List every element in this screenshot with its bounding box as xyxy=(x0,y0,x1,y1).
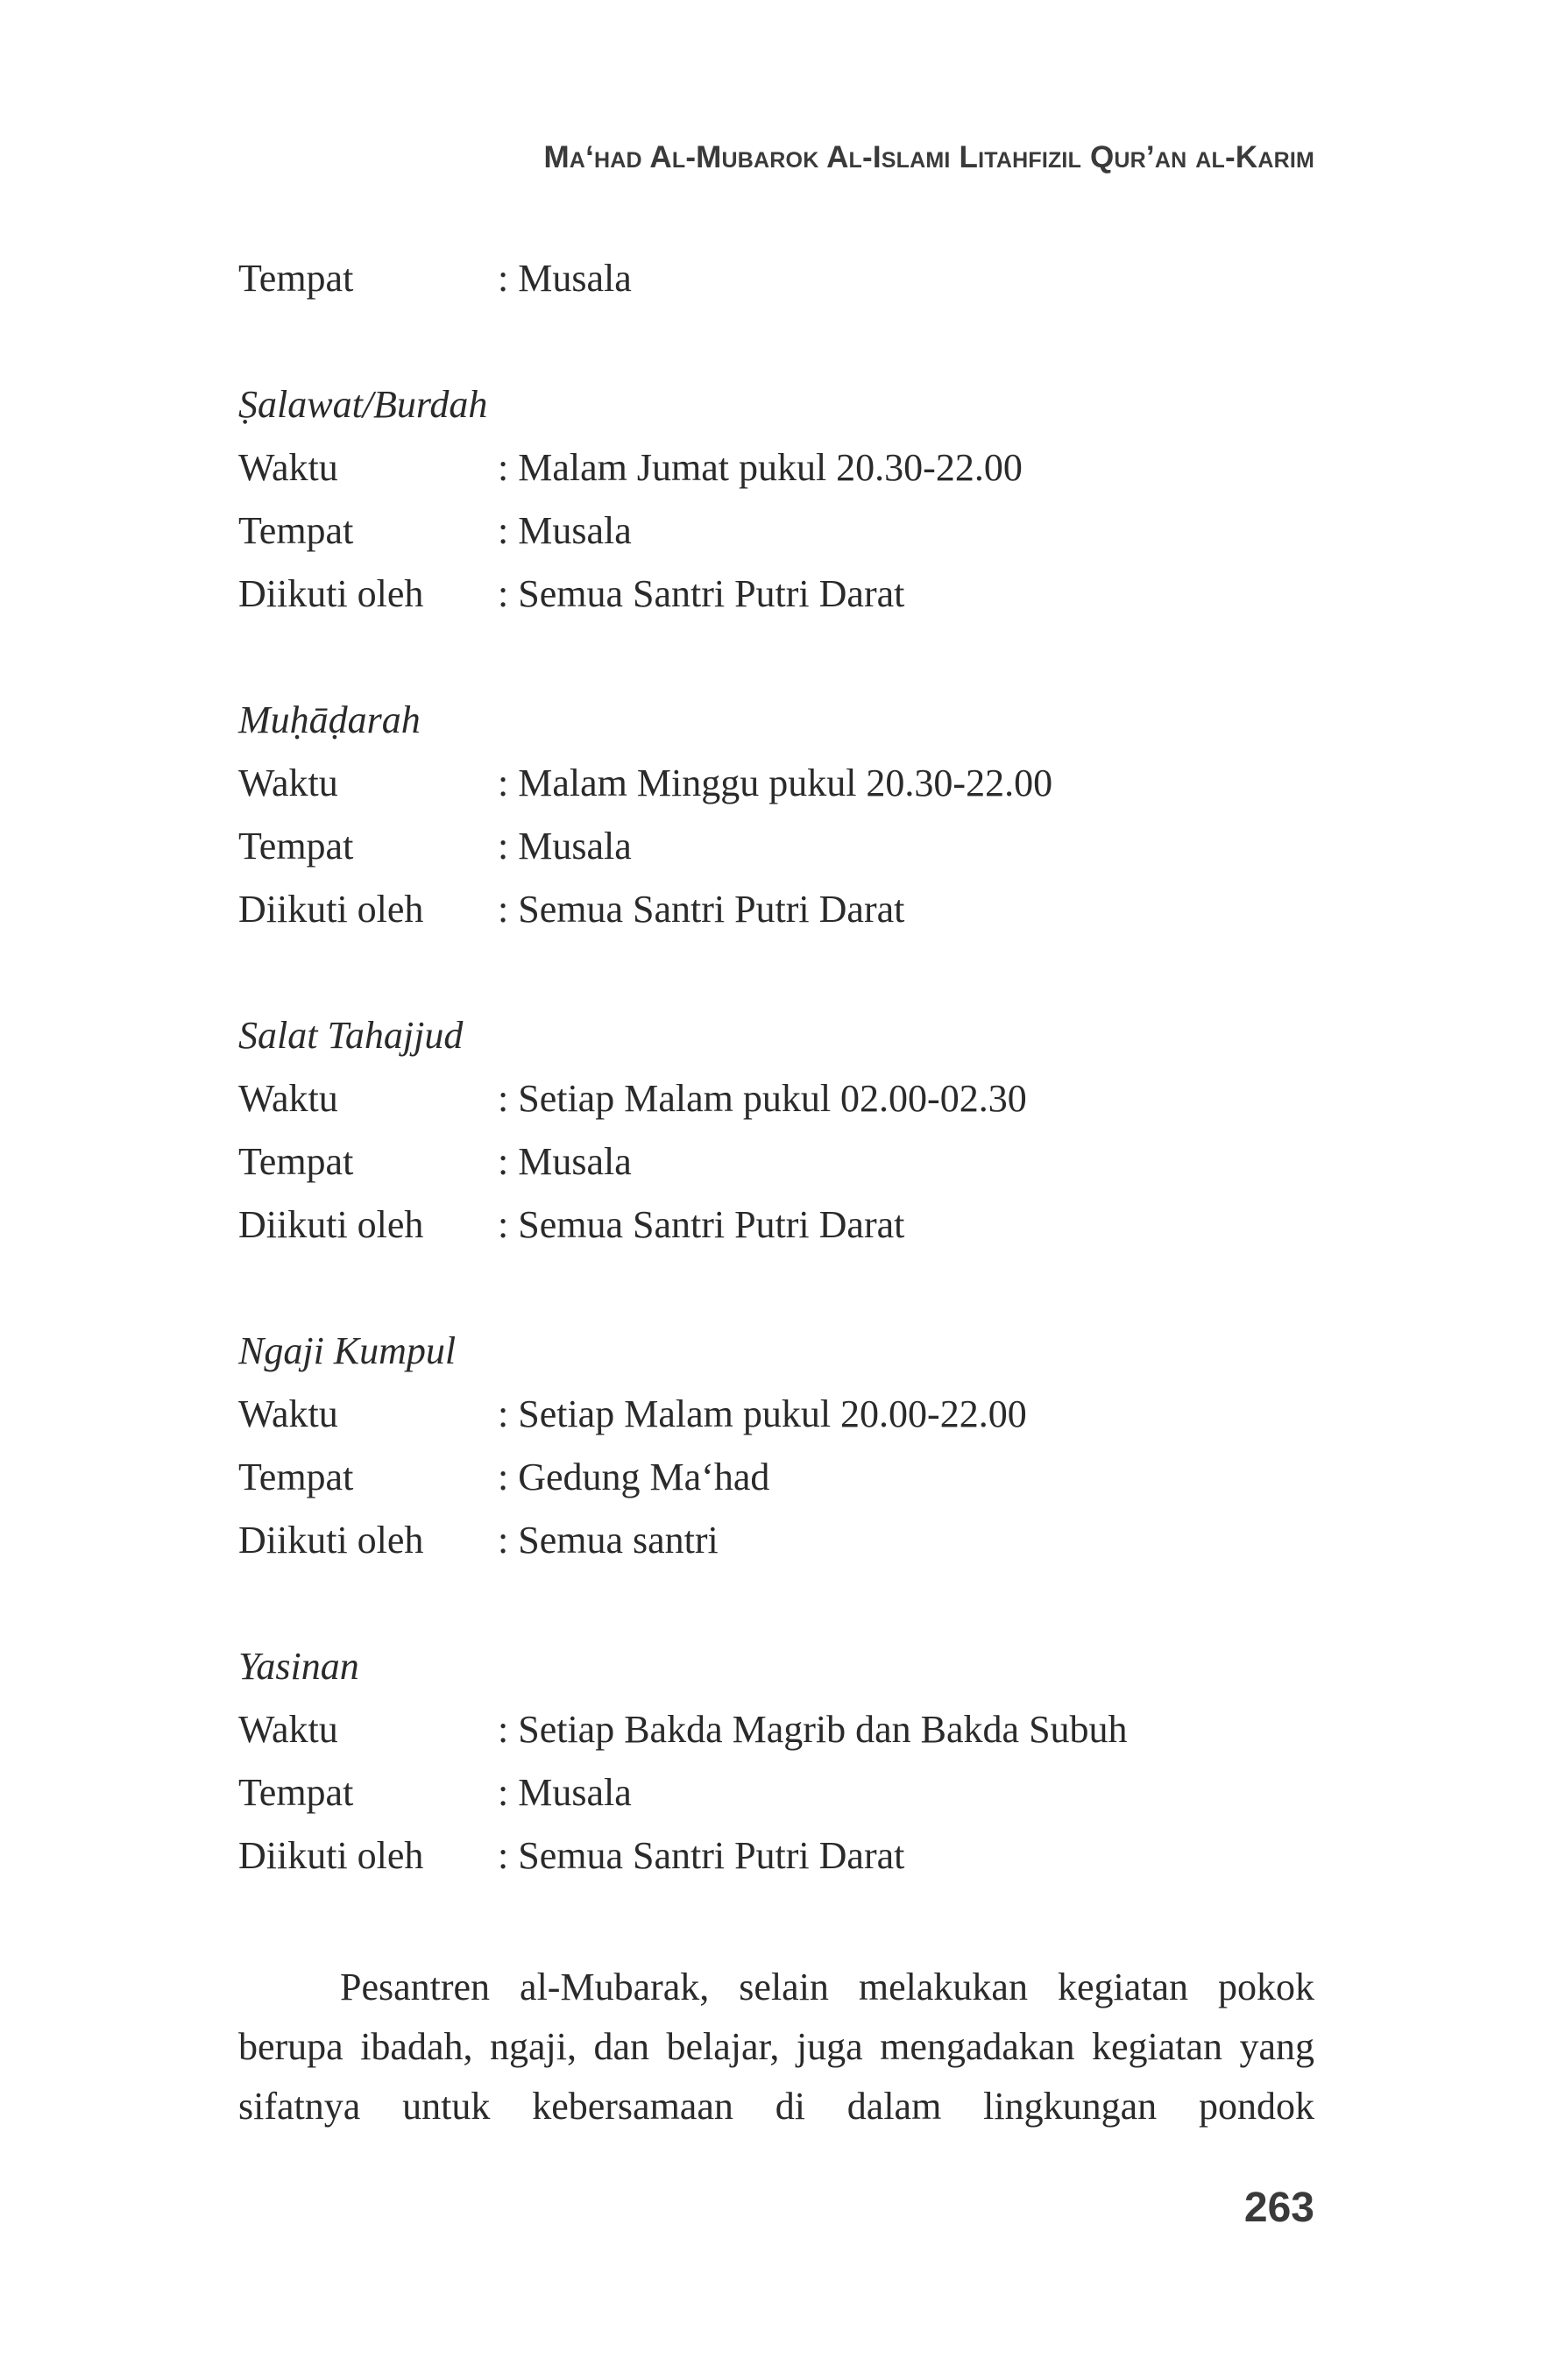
row-tempat xyxy=(238,815,1314,878)
row-value: : Musala xyxy=(498,509,632,552)
row-value: : Setiap Bakda Magrib dan Bakda Subuh xyxy=(498,1708,1128,1751)
row-label: Waktu xyxy=(238,1708,338,1751)
row-diikuti xyxy=(238,1194,1314,1257)
row-value: : Musala xyxy=(498,257,632,300)
row-label: Waktu xyxy=(238,761,338,804)
row-waktu xyxy=(238,1383,1314,1446)
row-label: Tempat xyxy=(238,1140,354,1183)
row-label: Waktu xyxy=(238,1077,338,1120)
row-diikuti xyxy=(238,1509,1314,1572)
row-value: : Musala xyxy=(498,825,632,868)
row-tempat xyxy=(238,1130,1314,1194)
page-number: 263 xyxy=(1243,2185,1314,2231)
row-tempat xyxy=(238,1761,1314,1824)
row-value: : Musala xyxy=(498,1140,632,1183)
row-tempat xyxy=(238,1446,1314,1509)
section-title: Muḥāḍarah xyxy=(238,698,421,741)
row-label: Diikuti oleh xyxy=(238,1203,424,1246)
row-value: : Setiap Malam pukul 20.00-22.00 xyxy=(498,1392,1027,1435)
row-label: Tempat xyxy=(238,509,354,552)
row-waktu xyxy=(238,752,1314,815)
row-diikuti xyxy=(238,878,1314,941)
section-title: Ṣalawat/Burdah xyxy=(238,383,488,426)
row-label: Diikuti oleh xyxy=(238,1519,424,1562)
body-paragraph: Pesantren al-Mubarak, selain melakukan kegiatan pokok berupa ibadah, ngaji, dan belajar, juga mengadakan kegiatan yang sifatnya untuk kebersamaan di dalam lingkungan pondok xyxy=(238,1966,1314,2128)
top-row xyxy=(238,247,1314,310)
row-value: : Semua Santri Putri Darat xyxy=(498,1834,905,1877)
row-value: : Semua Santri Putri Darat xyxy=(498,1203,905,1246)
row-value: : Semua Santri Putri Darat xyxy=(498,572,905,615)
row-label: Waktu xyxy=(238,1392,338,1435)
section-title: Yasinan xyxy=(238,1645,359,1688)
row-value: : Musala xyxy=(498,1771,632,1814)
row-label: Diikuti oleh xyxy=(238,888,424,931)
section-title: Salat Tahajjud xyxy=(238,1014,464,1057)
running-header: Ma‘had Al-Mubarok Al-Islami Litahfizil Qur’an al-Karim xyxy=(543,140,1314,174)
row-label: Waktu xyxy=(238,446,338,489)
row-diikuti xyxy=(238,1824,1314,1888)
row-label: Diikuti oleh xyxy=(238,572,424,615)
row-label: Tempat xyxy=(238,1771,354,1814)
row-value: : Gedung Ma‘had xyxy=(498,1456,770,1498)
row-value: : Malam Minggu pukul 20.30-22.00 xyxy=(498,761,1053,804)
row-value: : Semua santri xyxy=(498,1519,719,1562)
row-diikuti xyxy=(238,563,1314,626)
row-value: : Semua Santri Putri Darat xyxy=(498,888,905,931)
row-tempat xyxy=(238,499,1314,563)
row-value: : Malam Jumat pukul 20.30-22.00 xyxy=(498,446,1023,489)
row-waktu xyxy=(238,1698,1314,1761)
row-label: Tempat xyxy=(238,257,354,300)
row-label: Tempat xyxy=(238,1456,354,1498)
row-waktu xyxy=(238,436,1314,499)
row-value: : Setiap Malam pukul 02.00-02.30 xyxy=(498,1077,1027,1120)
schedule-list xyxy=(238,247,1314,1888)
row-label: Tempat xyxy=(238,825,354,868)
row-waktu xyxy=(238,1067,1314,1130)
row-label: Diikuti oleh xyxy=(238,1834,424,1877)
section-title: Ngaji Kumpul xyxy=(238,1329,457,1372)
